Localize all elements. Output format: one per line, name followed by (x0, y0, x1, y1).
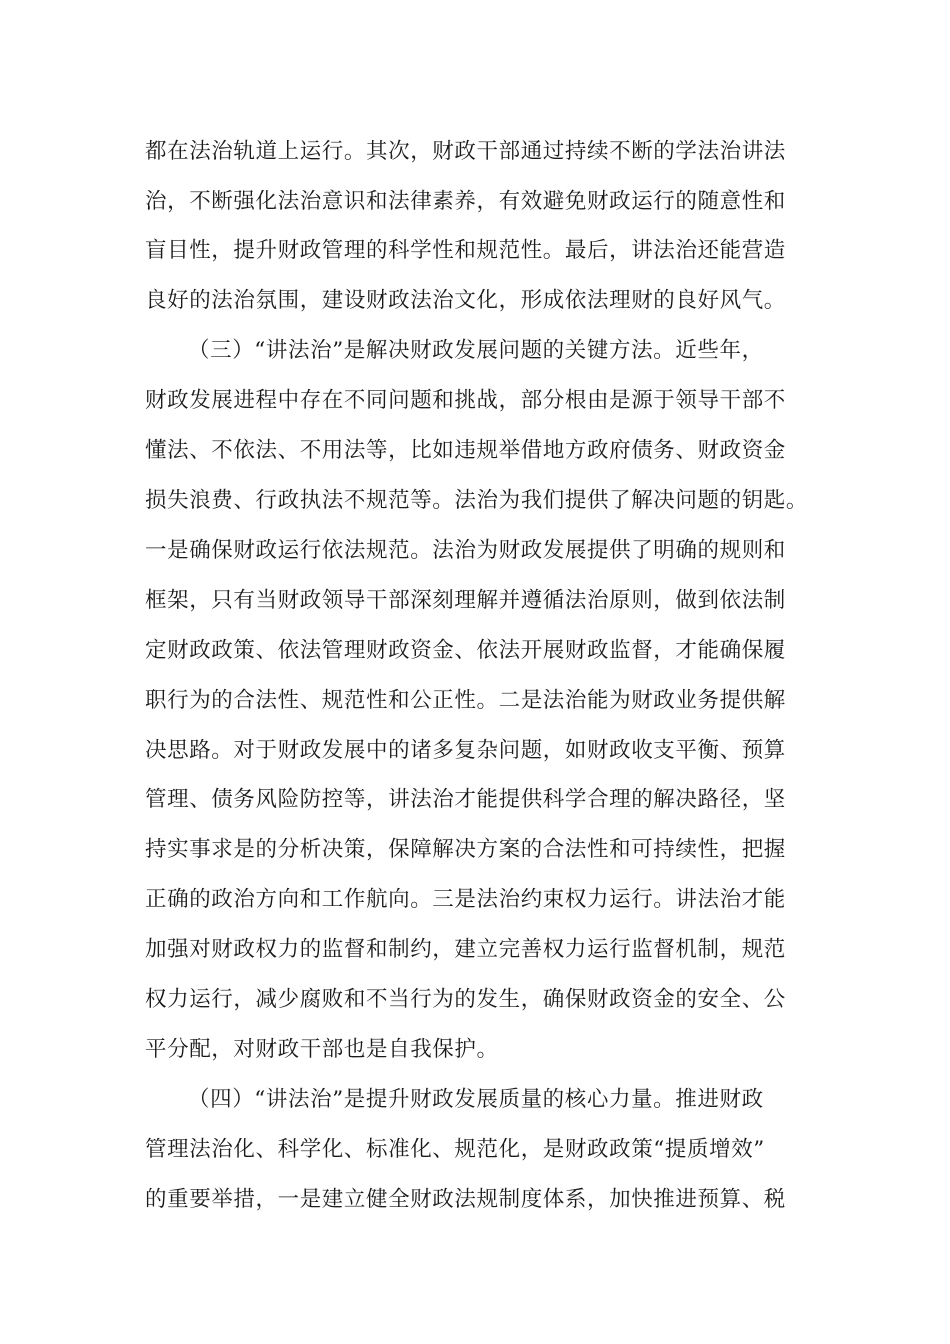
text-line: 良好的法治氛围，建设财政法治文化，形成依法理财的良好风气。 (145, 288, 786, 313)
text-line: 加强对财政权力的监督和制约，建立完善权力运行监督机制，规范 (145, 937, 786, 962)
section-heading-line: （四）“讲法治”是提升财政发展质量的核心力量。推进财政 (188, 1087, 764, 1112)
text-line: 财政发展进程中存在不同问题和挑战，部分根由是源于领导干部不 (145, 388, 786, 413)
text-line: 决思路。对于财政发展中的诸多复杂问题，如财政收支平衡、预算 (145, 738, 786, 763)
text-line: 正确的政治方向和工作航向。三是法治约束权力运行。讲法治才能 (145, 887, 786, 912)
text-line: 管理法治化、科学化、标准化、规范化，是财政政策“提质增效” (145, 1137, 765, 1162)
text-line: 平分配，对财政干部也是自我保护。 (145, 1037, 499, 1062)
text-line: 职行为的合法性、规范性和公正性。二是法治能为财政业务提供解 (145, 688, 786, 713)
text-line: 权力运行，减少腐败和不当行为的发生，确保财政资金的安全、公 (145, 987, 786, 1012)
text-line: 都在法治轨道上运行。其次，财政干部通过持续不断的学法治讲法 (145, 139, 786, 164)
text-line: 管理、债务风险防控等，讲法治才能提供科学合理的解决路径，坚 (145, 787, 786, 812)
text-line: 的重要举措，一是建立健全财政法规制度体系，加快推进预算、税 (145, 1187, 786, 1212)
text-line: 一是确保财政运行依法规范。法治为财政发展提供了明确的规则和 (145, 538, 786, 563)
text-line: 损失浪费、行政执法不规范等。法治为我们提供了解决问题的钥匙。 (145, 488, 809, 513)
text-line: 懂法、不依法、不用法等，比如违规举借地方政府债务、财政资金 (145, 438, 786, 463)
text-line: 框架，只有当财政领导干部深刻理解并遵循法治原则，做到依法制 (145, 588, 786, 613)
text-line: 治，不断强化法治意识和法律素养，有效避免财政运行的随意性和 (145, 189, 786, 214)
text-line: 定财政政策、依法管理财政资金、依法开展财政监督，才能确保履 (145, 638, 786, 663)
text-line: 盲目性，提升财政管理的科学性和规范性。最后，讲法治还能营造 (145, 238, 786, 263)
text-line: 持实事求是的分析决策，保障解决方案的合法性和可持续性，把握 (145, 837, 786, 862)
section-heading-line: （三）“讲法治”是解决财政发展问题的关键方法。近些年， (188, 338, 764, 363)
